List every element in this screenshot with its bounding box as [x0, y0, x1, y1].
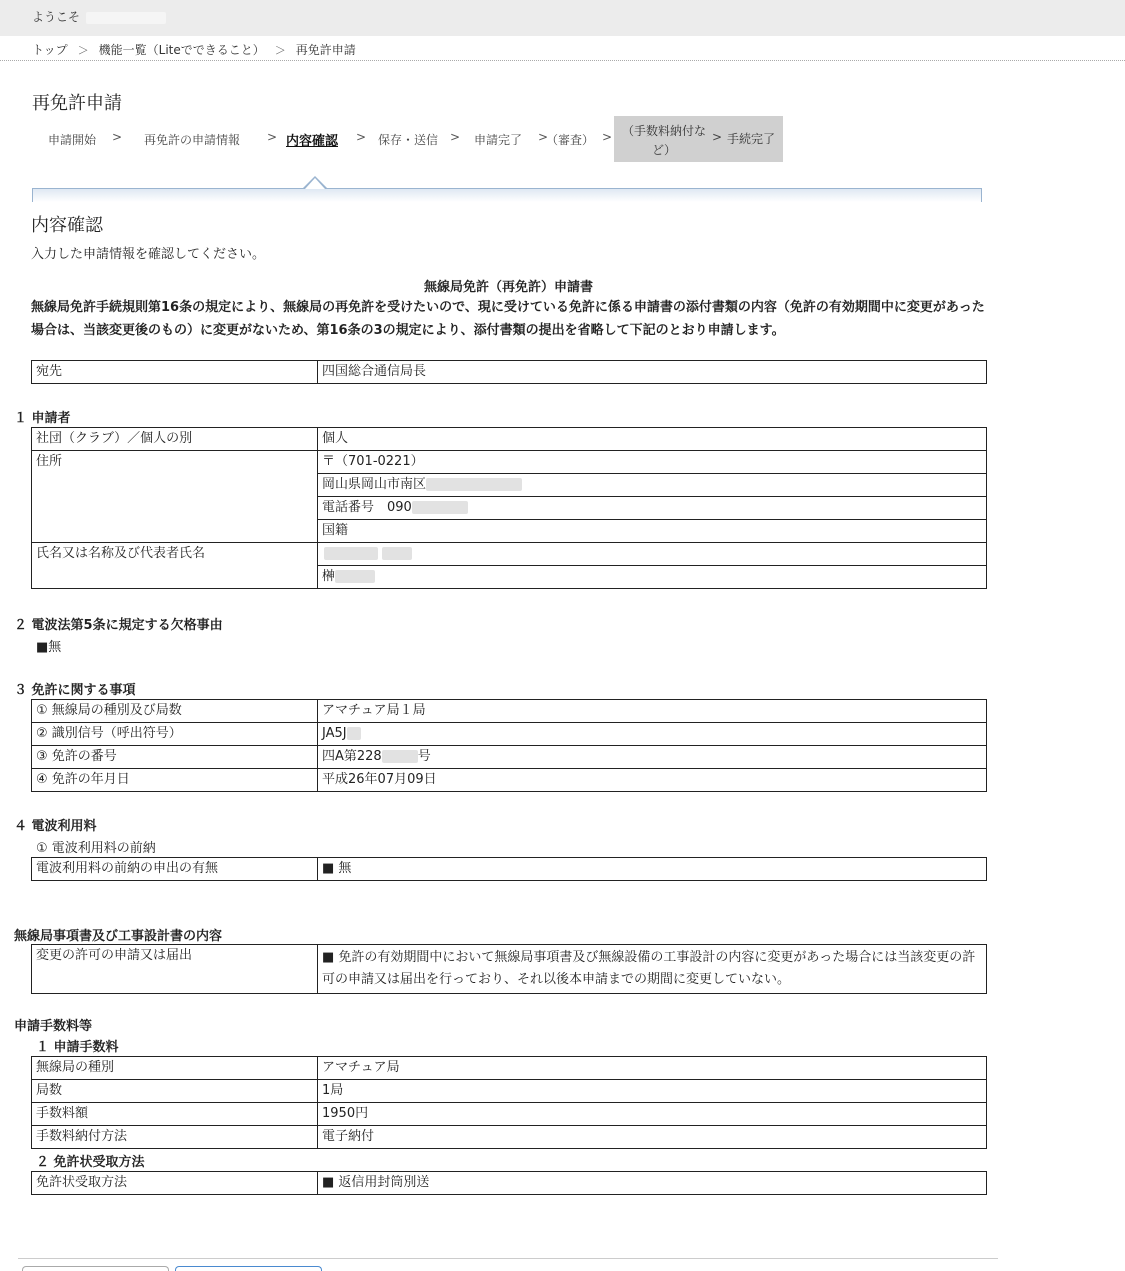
license-row-label: ② 識別信号（呼出符号） — [32, 723, 318, 746]
fee-row-label: 無線局の種別 — [32, 1057, 318, 1080]
disqualification-value: ■無 — [36, 640, 62, 655]
user-name-redacted — [86, 12, 166, 24]
progress-pointer-inner — [305, 178, 325, 189]
breadcrumb-current: 再免許申請 — [295, 43, 356, 57]
chevron-right-icon: > — [538, 130, 549, 144]
fees-subheading-receipt: ２ 免許状受取方法 — [36, 1155, 145, 1170]
name-value — [318, 543, 987, 566]
table-row — [32, 1126, 987, 1149]
redacted-block — [324, 547, 378, 560]
destination-label: 宛先 — [32, 361, 318, 384]
table-row — [32, 723, 987, 746]
redacted-block — [382, 750, 418, 763]
license-row-value: アマチュア局１局 — [318, 700, 987, 723]
table-row — [32, 451, 987, 474]
section-title: 内容確認 — [31, 215, 103, 236]
address-value — [318, 474, 987, 497]
license-number-prefix: 四A第228 — [322, 749, 382, 764]
chevron-right-icon: > — [712, 130, 723, 144]
redacted-block — [347, 727, 361, 740]
fee-row-value: アマチュア局 — [318, 1057, 987, 1080]
step-complete: 申請完了 — [474, 133, 523, 147]
applicant-type-label: 社団（クラブ）／個人の別 — [32, 428, 318, 451]
breadcrumb-top-link[interactable]: トップ — [32, 43, 68, 57]
table-row — [32, 428, 987, 451]
station-details-table — [31, 944, 987, 994]
chevron-right-icon: > — [602, 130, 613, 144]
phone-text: 電話番号 090 — [322, 500, 412, 515]
table-row — [32, 858, 987, 881]
license-row-label: ① 無線局の種別及び局数 — [32, 700, 318, 723]
applicant-table — [31, 427, 987, 589]
disqualification-heading: ２ 電波法第5条に規定する欠格事由 — [14, 618, 223, 633]
receipt-value: ■ 返信用封筒別送 — [318, 1172, 987, 1195]
step-save-send: 保存・送信 — [378, 133, 439, 147]
document-title: 無線局免許（再免許）申請書 — [423, 280, 593, 295]
table-row — [32, 1172, 987, 1195]
fee-row-label: 局数 — [32, 1080, 318, 1103]
step-procedure-done: 手続完了 — [727, 132, 776, 146]
redacted-block — [426, 478, 522, 491]
license-row-label: ④ 免許の年月日 — [32, 769, 318, 792]
top-bar — [0, 0, 1125, 36]
chevron-right-icon: ＞ — [77, 43, 89, 57]
progress-stepper — [32, 116, 783, 162]
step-confirm-current: 内容確認 — [286, 134, 339, 149]
address-label: 住所 — [32, 451, 318, 543]
callsign-text: JA5J — [322, 726, 347, 741]
table-row — [32, 1080, 987, 1103]
footer-divider — [18, 1258, 998, 1259]
name-label: 氏名又は名称及び代表者氏名 — [32, 543, 318, 589]
radio-fee-label: 電波利用料の前納の申出の有無 — [32, 858, 318, 881]
redacted-block — [382, 547, 412, 560]
radio-fee-subheading: ① 電波利用料の前納 — [36, 841, 156, 856]
table-row — [32, 746, 987, 769]
name-kana-value — [318, 566, 987, 589]
license-row-value — [318, 723, 987, 746]
license-number-suffix: 号 — [417, 749, 431, 764]
table-row — [32, 361, 987, 384]
destination-value: 四国総合通信局長 — [318, 361, 987, 384]
chevron-right-icon: > — [267, 130, 278, 144]
chevron-right-icon: > — [450, 130, 461, 144]
welcome-label: ようこそ — [32, 10, 81, 24]
table-row — [32, 1103, 987, 1126]
radio-fee-value: ■ 無 — [318, 858, 987, 881]
applicant-type-value: 個人 — [318, 428, 987, 451]
fee-row-value: 1950円 — [318, 1103, 987, 1126]
license-row-value — [318, 746, 987, 769]
receipt-table — [31, 1171, 987, 1195]
fees-heading: 申請手数料等 — [14, 1019, 93, 1034]
radio-fee-table — [31, 857, 987, 881]
step-fee-payment: （手数料納付など） — [621, 124, 706, 157]
destination-table — [31, 360, 987, 384]
table-row — [32, 543, 987, 566]
nationality-value: 国籍 — [318, 520, 987, 543]
receipt-label: 免許状受取方法 — [32, 1172, 318, 1195]
welcome-text — [32, 8, 166, 25]
step-start: 申請開始 — [48, 133, 97, 147]
license-row-value: 平成26年07月09日 — [318, 769, 987, 792]
station-details-value: ■ 免許の有効期間中において無線局事項書及び無線設備の工事設計の内容に変更があった場合には当該変更の許可の申請又は届出を行っており、それ以後本申請までの期間に変更していない。 — [318, 945, 987, 994]
redacted-block — [412, 501, 468, 514]
license-table — [31, 699, 987, 792]
station-details-label: 変更の許可の申請又は届出 — [32, 945, 318, 994]
table-row — [32, 769, 987, 792]
chevron-right-icon: ＞ — [274, 43, 286, 57]
fee-row-value: 電子納付 — [318, 1126, 987, 1149]
breadcrumb — [32, 41, 356, 58]
progress-track — [32, 188, 982, 202]
breadcrumb-features-link[interactable]: 機能一覧（Liteでできること） — [98, 43, 265, 57]
radio-fee-heading: ４ 電波利用料 — [14, 819, 97, 834]
instruction-text: 入力した申請情報を確認してください。 — [31, 247, 266, 262]
phone-value — [318, 497, 987, 520]
fee-row-label: 手数料額 — [32, 1103, 318, 1126]
chevron-right-icon: > — [356, 130, 367, 144]
page-title: 再免許申請 — [32, 93, 122, 114]
step-group-after — [614, 116, 783, 162]
document-body: 無線局免許手続規則第16条の規定により、無線局の再免許を受けたいので、現に受けている免許に係る申請書の添付書類の内容（免許の有効期間中に変更があった場合は、当該変更後のもの）に変更がないため、第16条の3の規定により、添付書類の提出を省略して下記のとおり申請します。 — [31, 300, 985, 338]
fees-table — [31, 1056, 987, 1149]
chevron-right-icon: > — [112, 130, 123, 144]
redacted-block — [335, 570, 375, 583]
step-renewal-info: 再免許の申請情報 — [144, 133, 241, 147]
applicant-heading: １ 申請者 — [14, 411, 71, 426]
step-review: （審査） — [546, 133, 595, 147]
postal-code: 〒（701-0221） — [318, 451, 987, 474]
table-row — [32, 1057, 987, 1080]
fee-row-label: 手数料納付方法 — [32, 1126, 318, 1149]
fee-row-value: 1局 — [318, 1080, 987, 1103]
table-row — [32, 700, 987, 723]
fees-subheading-application: １ 申請手数料 — [36, 1040, 119, 1055]
table-row — [32, 945, 987, 994]
license-row-label: ③ 免許の番号 — [32, 746, 318, 769]
name-extra-text: 榊 — [322, 569, 336, 584]
address-text: 岡山県岡山市南区 — [322, 477, 427, 492]
license-heading: ３ 免許に関する事項 — [14, 683, 136, 698]
divider — [0, 60, 1125, 61]
station-details-heading: 無線局事項書及び工事設計書の内容 — [14, 929, 223, 944]
